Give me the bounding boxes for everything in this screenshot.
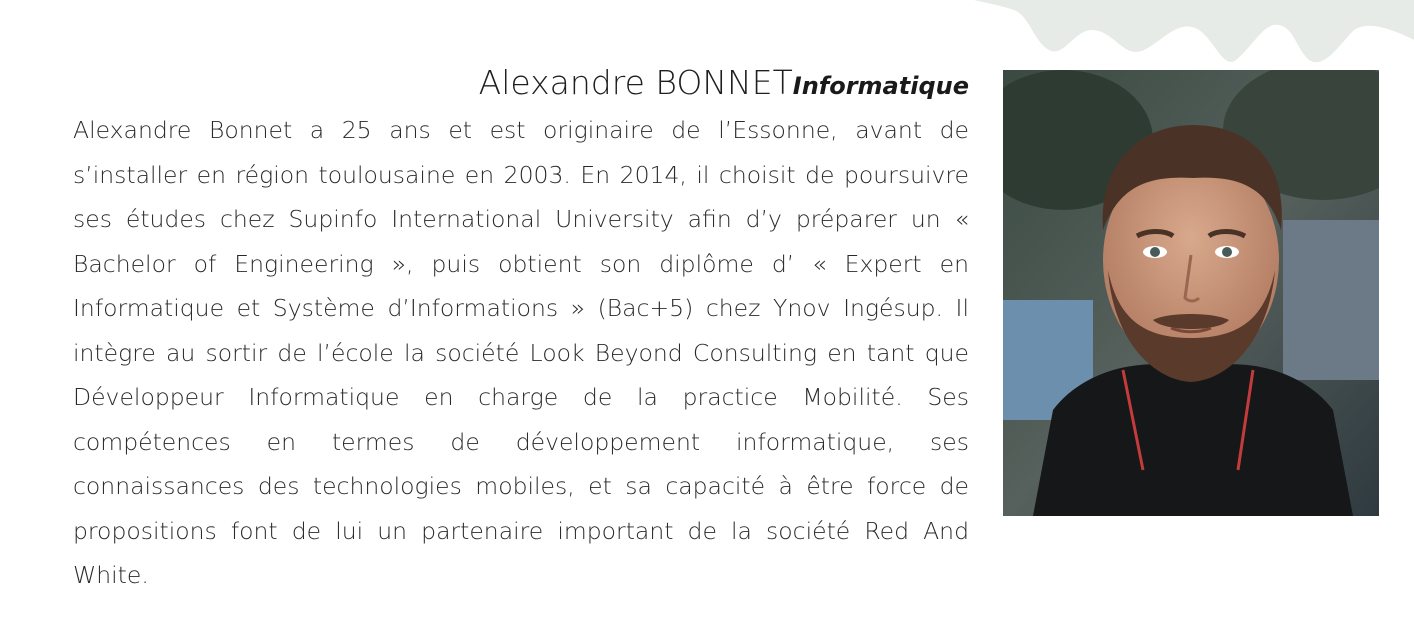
person-name: Alexandre BONNET [478,63,793,102]
biography-paragraph: Alexandre Bonnet a 25 ans et est originaire de l’Essonne, avant de s’installer en région toulousaine en 2003. En 2014, il choisit de poursuivre ses études chez Supinfo International University afin d’y préparer un « Bachelor of Engineering », puis obtient son diplôme d’ « Expert en Informatique et Système d’Informations » (Bac+5) chez Ynov Ingésup. Il intègre au sortir de l’école la société Look Beyond Consulting en tant que Développeur Informatique en charge de la practice Mobilité. Ses compétences en termes de développement informatique, ses connaissances des technologies mobiles, et sa capacité à être force de propositions font de lui un partenaire important de la société Red And White. [73,116,969,589]
profile-heading [73,58,969,108]
decorative-blob [974,0,1414,80]
profile-photo [1003,70,1379,516]
bio-section [73,58,969,598]
person-role: Informatique [792,72,969,100]
